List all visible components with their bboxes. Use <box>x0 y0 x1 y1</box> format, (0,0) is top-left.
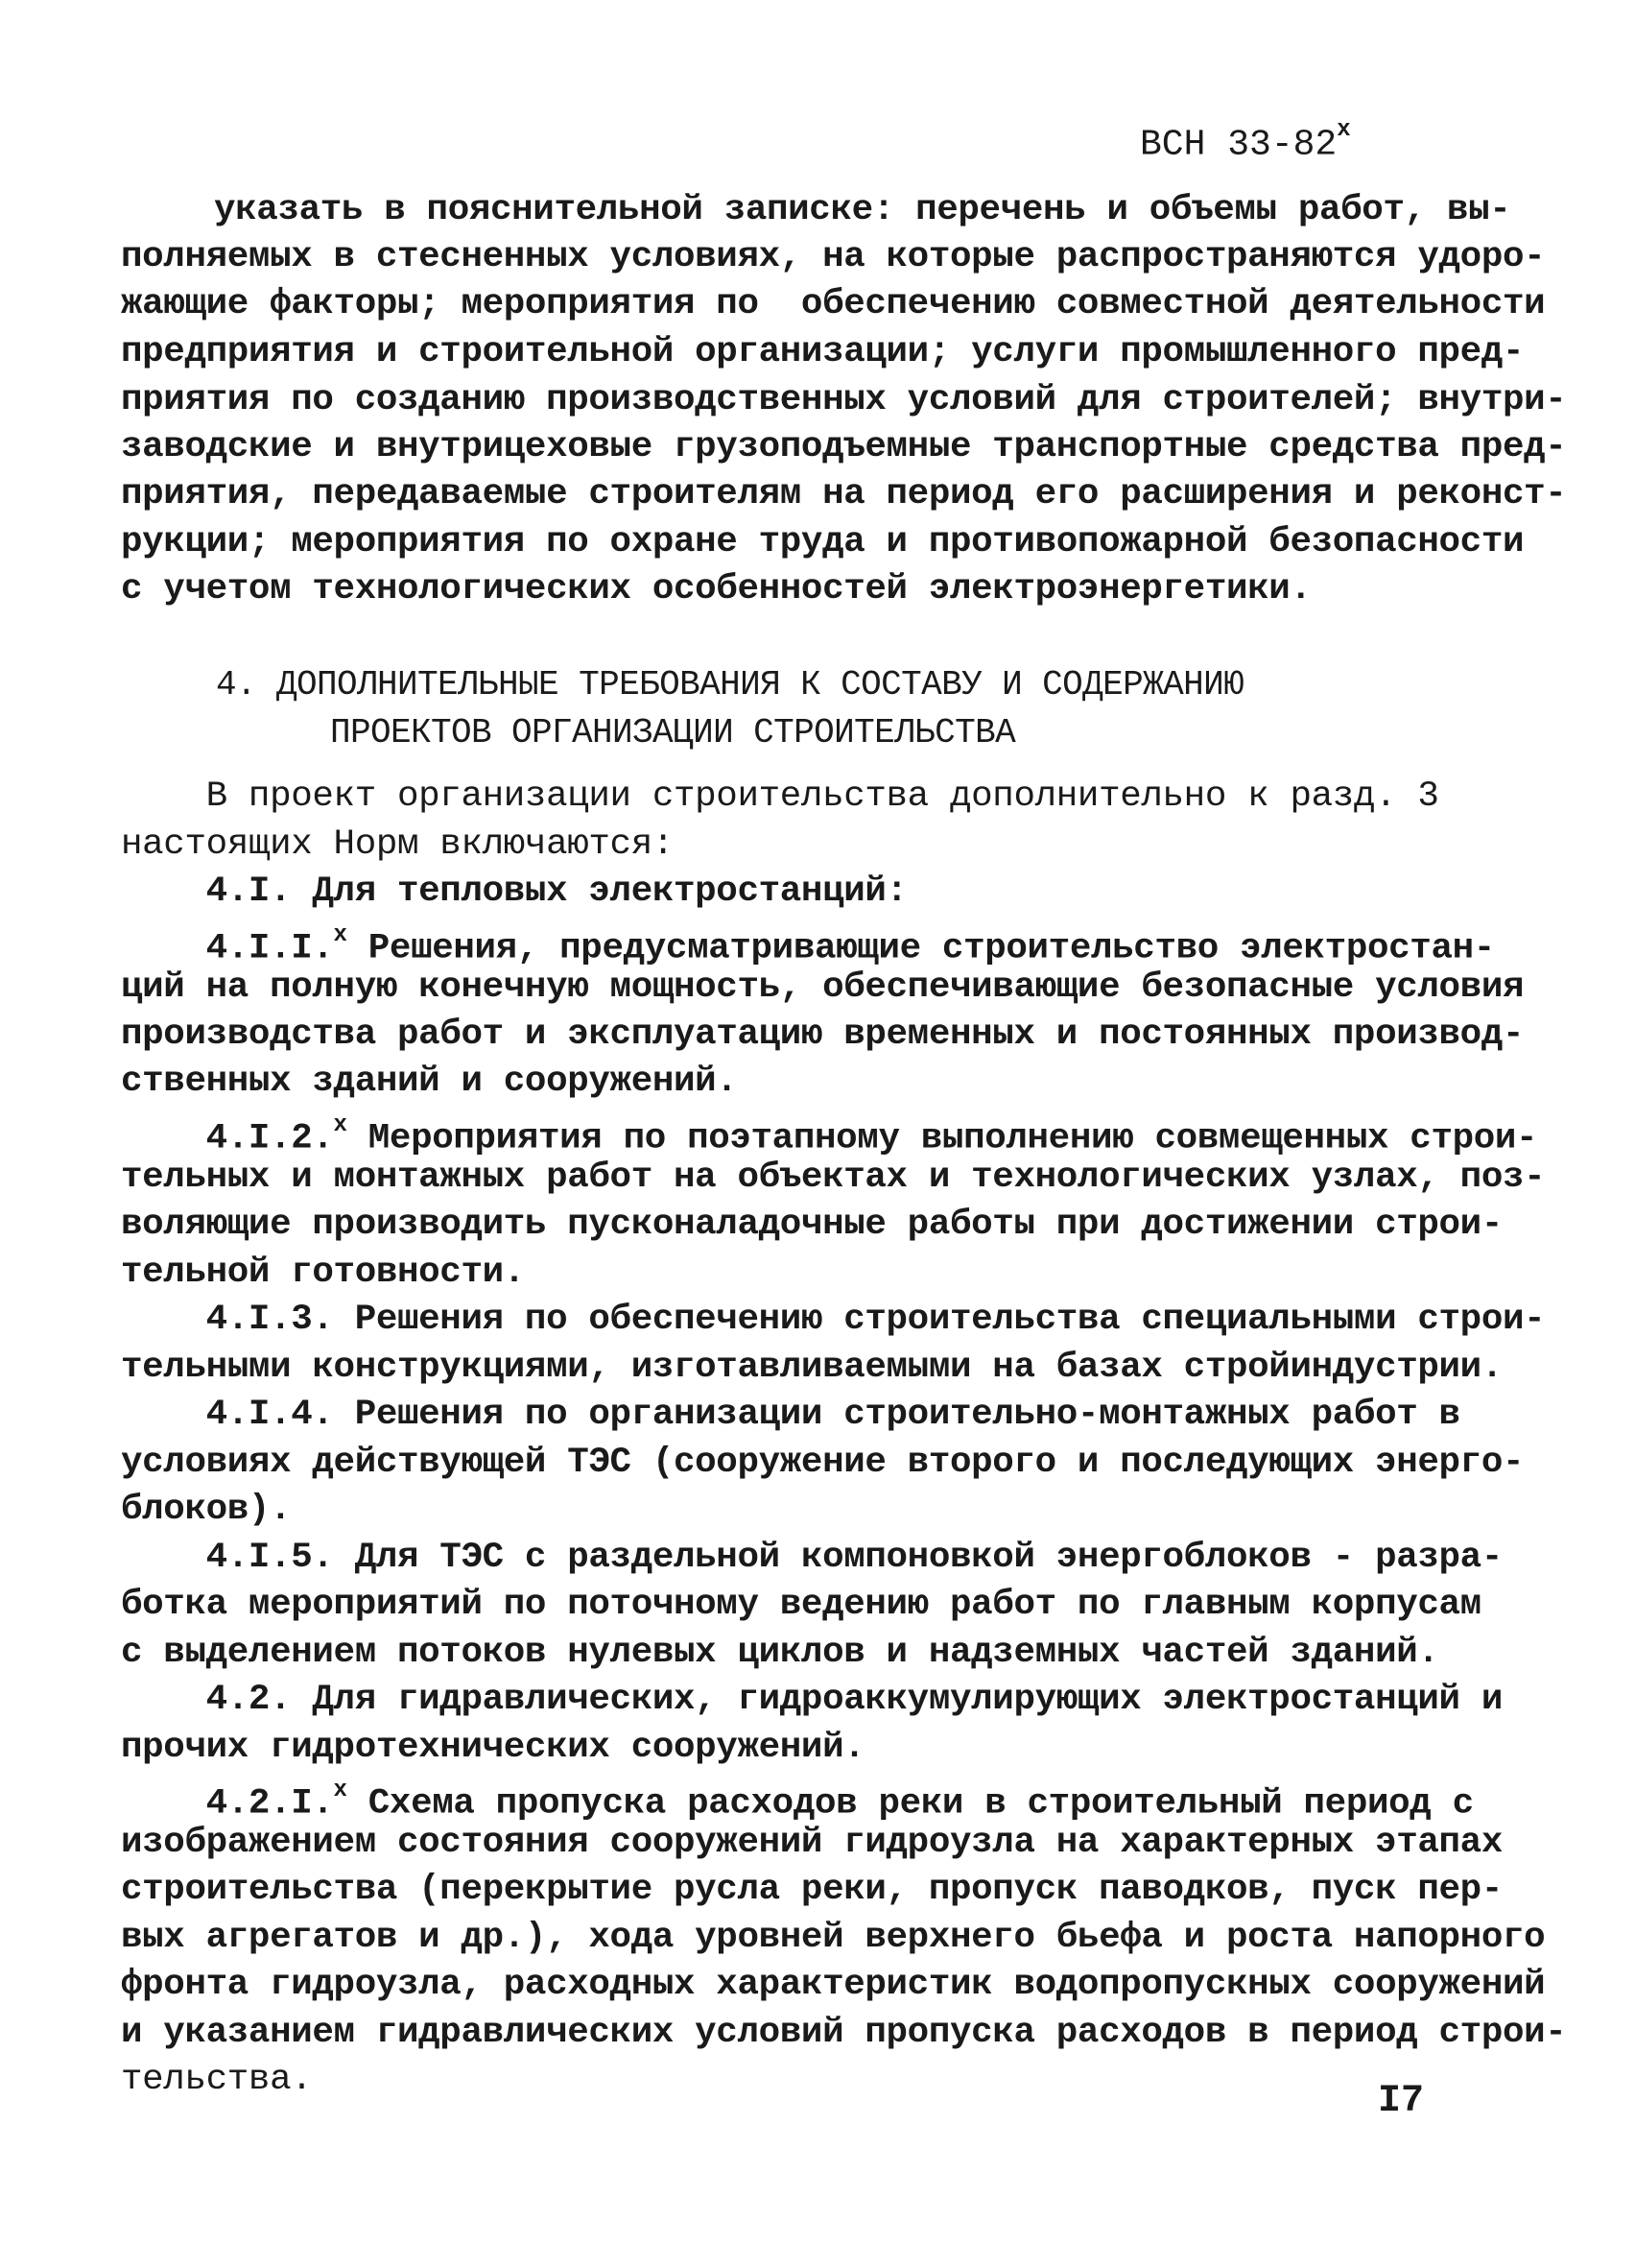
text-line: с учетом технологических особенностей электроэнергетики. <box>121 569 1312 609</box>
text-line: строительства (перекрытие русла реки, пропуск паводков, пуск пер- <box>121 1870 1503 1910</box>
clause-number: 4.I.I. <box>121 928 334 969</box>
clause-4-2: 4.2. Для гидравлических, гидроаккумулирующих электростанций и <box>121 1680 1503 1720</box>
text-line: тельства. <box>121 2060 313 2100</box>
text-line: полняемых в стесненных условиях, на которые распространяются удоро- <box>121 237 1546 277</box>
text-line: указать в пояснительной записке: перечень и объемы работ, вы- <box>214 190 1511 230</box>
text-line: условиях действующей ТЭС (сооружение второго и последующих энерго- <box>121 1443 1525 1483</box>
clause-number: 4.I.2. <box>121 1118 334 1159</box>
clause-text: Схема пропуска расходов реки в строительный период с <box>346 1783 1474 1825</box>
text-line: воляющие производить пусконаладочные работы при достижении строи- <box>121 1205 1503 1245</box>
clause-4-1-1 <box>121 917 1495 972</box>
text-line: ботка мероприятий по поточному ведению работ по главным корпусам <box>121 1585 1481 1625</box>
section-heading-line-2: ПРОЕКТОВ ОРГАНИЗАЦИИ СТРОИТЕЛЬСТВА <box>330 713 1016 752</box>
text-line: заводские и внутрицеховые грузоподъемные транспортные средства пред- <box>121 427 1567 467</box>
amendment-mark: x <box>1337 117 1351 143</box>
document-code-text: ВСН 33-82 <box>1140 124 1338 166</box>
page-number: I7 <box>1378 2080 1425 2123</box>
text-line: предприятия и строительной организации; услуги промышленного пред- <box>121 332 1525 372</box>
text-line: блоков). <box>121 1490 292 1530</box>
text-line: производства работ и эксплуатацию временных и постоянных производ- <box>121 1015 1525 1055</box>
amendment-mark: x <box>333 1778 347 1803</box>
text-line: рукции; мероприятия по охране труда и противопожарной безопасности <box>121 522 1525 562</box>
text-line: и указанием гидравлических условий пропуска расходов в период строи- <box>121 2013 1567 2053</box>
text-line: приятия, передаваемые строителям на период его расширения и реконст- <box>121 474 1567 514</box>
clause-4-1-3: 4.I.3. Решения по обеспечению строительства специальными строи- <box>121 1300 1546 1340</box>
text-line: приятия по созданию производственных условий для строителей; внутри- <box>121 380 1567 420</box>
text-line: прочих гидротехнических сооружений. <box>121 1728 865 1768</box>
text-line: изображением состояния сооружений гидроузла на характерных этапах <box>121 1823 1503 1863</box>
amendment-mark: x <box>333 1112 347 1138</box>
clause-text: Мероприятия по поэтапному выполнению совмещенных строи- <box>346 1118 1538 1159</box>
text-line: тельными конструкциями, изготавливаемыми на базах стройиндустрии. <box>121 1348 1503 1388</box>
clause-text: Решения, предусматривающие строительство электростан- <box>346 928 1495 969</box>
clause-4-1-4: 4.I.4. Решения по организации строительно-монтажных работ в <box>121 1395 1460 1435</box>
text-line: тельной готовности. <box>121 1253 525 1293</box>
text-line: тельных и монтажных работ на объектах и технологических узлах, поз- <box>121 1158 1546 1198</box>
text-line: В проект организации строительства дополнительно к разд. 3 <box>121 776 1439 817</box>
text-line: вых агрегатов и др.), хода уровней верхнего бьефа и роста напорного <box>121 1918 1546 1958</box>
text-line: настоящих Норм включаются: <box>121 824 674 865</box>
amendment-mark: x <box>333 922 347 948</box>
document-code <box>1140 115 1351 167</box>
text-line: фронта гидроузла, расходных характеристик водопропускных сооружений <box>121 1965 1546 2005</box>
clause-4-2-1 <box>121 1772 1474 1827</box>
clause-4-1-5: 4.I.5. Для ТЭС с раздельной компоновкой энергоблоков - разра- <box>121 1538 1503 1578</box>
clause-number: 4.2.I. <box>121 1783 334 1825</box>
clause-4-1: 4.I. Для тепловых электростанций: <box>121 871 908 912</box>
text-line: ственных зданий и сооружений. <box>121 1062 738 1102</box>
text-line: ций на полную конечную мощность, обеспечивающие безопасные условия <box>121 967 1525 1008</box>
text-line: с выделением потоков нулевых циклов и надземных частей зданий. <box>121 1633 1439 1673</box>
clause-4-1-2 <box>121 1107 1537 1162</box>
section-heading-line-1: 4. ДОПОЛНИТЕЛЬНЫЕ ТРЕБОВАНИЯ К СОСТАВУ И СОДЕРЖАНИЮ <box>216 665 1244 704</box>
text-line: жающие факторы; мероприятия по обеспечению совместной деятельности <box>121 284 1546 324</box>
